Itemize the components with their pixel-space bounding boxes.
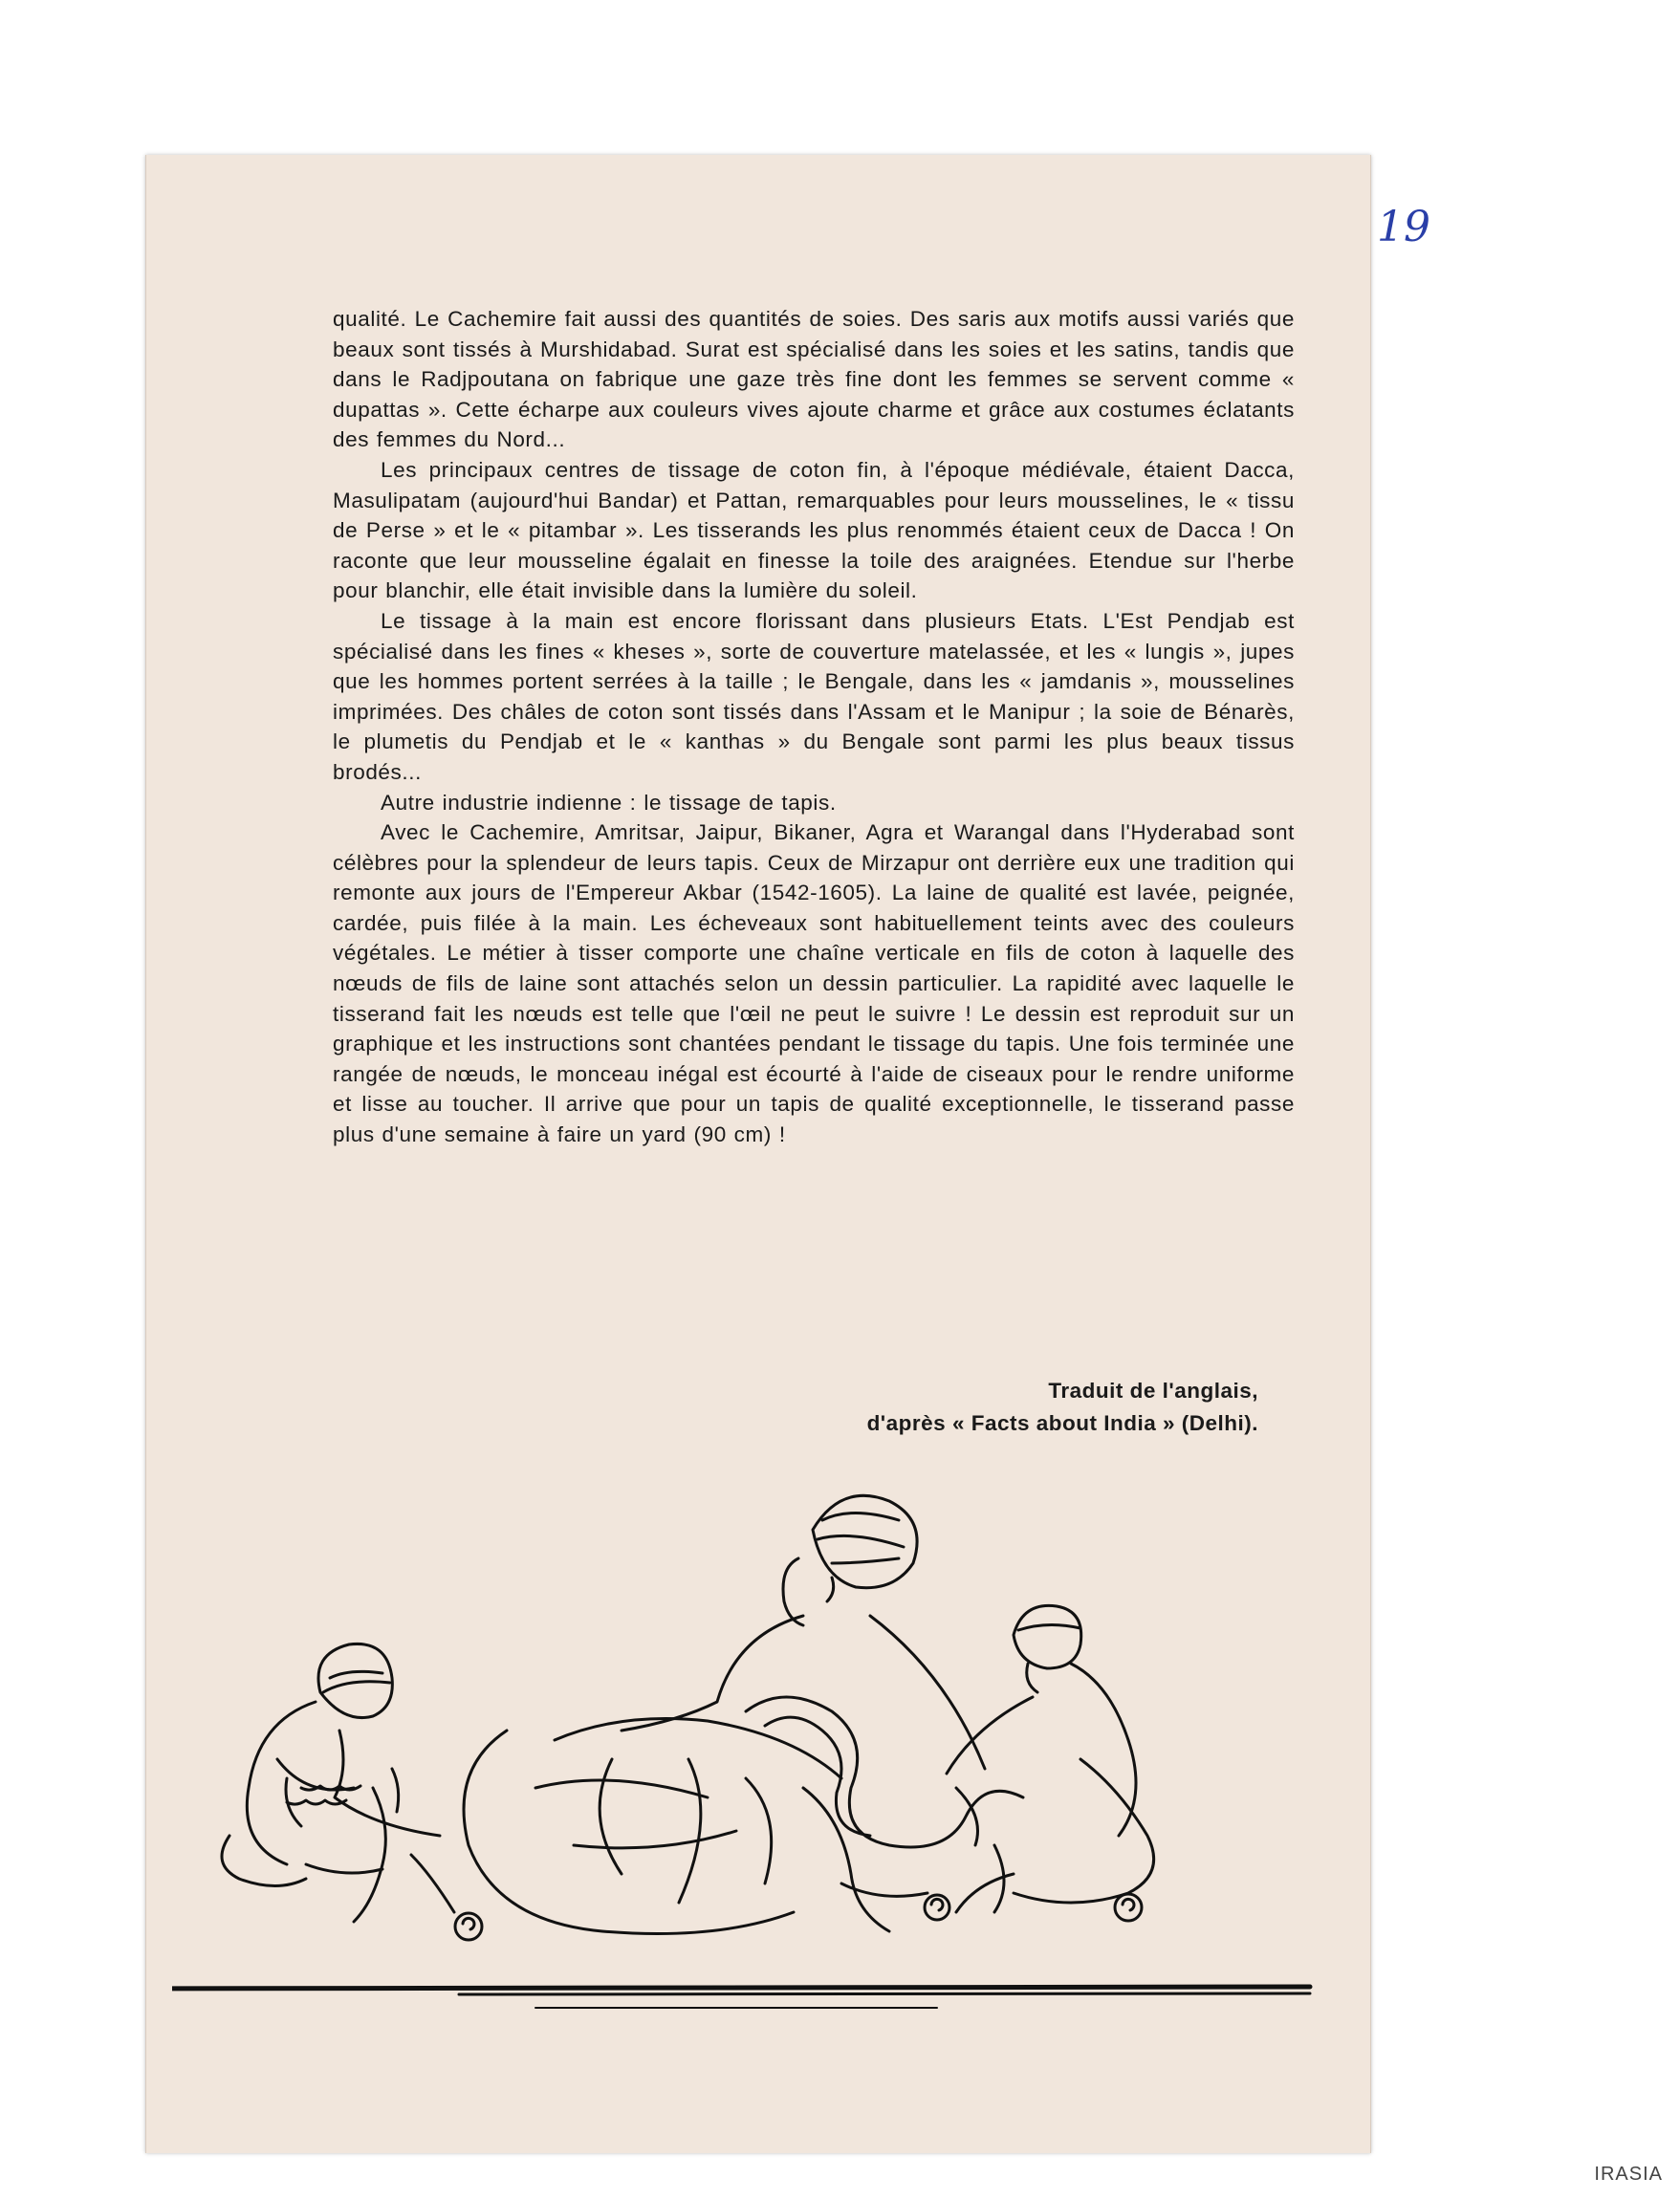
weavers-illustration: [172, 1472, 1377, 2046]
paragraph-1: qualité. Le Cachemire fait aussi des quantités de soies. Des saris aux motifs aussi variés que beaux sont tissés à Murshidabad. Surat est spécialisé dans les soies et les satins, tandis que dans le Radjpoutana on fabrique une gaze très fine dont les femmes se servent comme « dupattas ». Cette écharpe aux couleurs vives ajoute charme et grâce aux costumes éclatants des femmes du Nord...: [333, 307, 1295, 452]
paragraph-2: Les principaux centres de tissage de coton fin, à l'époque médiévale, étaient Dacca, Masulipatam (aujourd'hui Bandar) et Pattan, remarquables pour leurs mousselines, le « tissu de Perse » et le « pitambar ». Les tisserands les plus renommés étaient ceux de Dacca ! On raconte que leur mousseline égalait en finesse la toile des araignées. Etendue sur l'herbe pour blanchir, elle était invisible dans la lumière du soleil.: [333, 457, 1295, 603]
paragraph-4: Autre industrie indienne : le tissage de tapis.: [381, 790, 837, 815]
paragraph-3: Le tissage à la main est encore florissant dans plusieurs Etats. L'Est Pendjab est spécialisé dans les fines « kheses », sorte de couverture matelassée, et les « lungis », jupes que les hommes portent serrées à la taille ; le Bengale, dans les « jamdanis », mousselines imprimées. Des châles de coton sont tissés dans l'Assam et le Manipur ; la soie de Bénarès, le plumetis du Pendjab et le « kanthas » du Bengale sont parmi les plus beaux tissus brodés...: [333, 608, 1295, 784]
paragraph-5: Avec le Cachemire, Amritsar, Jaipur, Bikaner, Agra et Warangal dans l'Hyderabad sont célèbres pour la splendeur de leurs tapis. Ceux de Mirzapur ont derrière eux une tradition qui remonte aux jours de l'Empereur Akbar (1542-1605). La laine de qualité est lavée, peignée, cardée, puis filée à la main. Les écheveaux sont habituellement teints avec des couleurs végétales. Le métier à tisser comporte une chaîne verticale en fils de coton à laquelle des nœuds de fils de laine sont attachés selon un dessin particulier. La rapidité avec laquelle le tisserand fait les nœuds est telle que l'œil ne peut le suivre ! Le dessin est reproduit sur un graphique et les instructions sont chantées pendant le tissage du tapis. Une fois terminée une rangée de nœuds, le monceau inégal est écourté à l'aide de ciseaux pour le rendre uniforme et lisse au toucher. Il arrive que pour un tapis de qualité exceptionnelle, le tisserand passe plus d'une semaine à faire un yard (90 cm) !: [333, 820, 1295, 1147]
translation-credit: [669, 1375, 1258, 1440]
credit-line-2: d'après « Facts about India » (Delhi).: [866, 1411, 1258, 1435]
right-weaver-figure: [925, 1605, 1154, 1921]
carpet-thread: [746, 1697, 1023, 1847]
credit-line-1: Traduit de l'anglais,: [1048, 1379, 1258, 1403]
page-number: 19: [1377, 203, 1430, 251]
ground-line: [172, 1987, 1310, 2008]
left-weaver-figure: [222, 1644, 482, 1940]
watermark: IRASIA: [1594, 2164, 1663, 2185]
central-weaver-figure: [464, 1495, 985, 1933]
article-body: [333, 304, 1295, 1150]
